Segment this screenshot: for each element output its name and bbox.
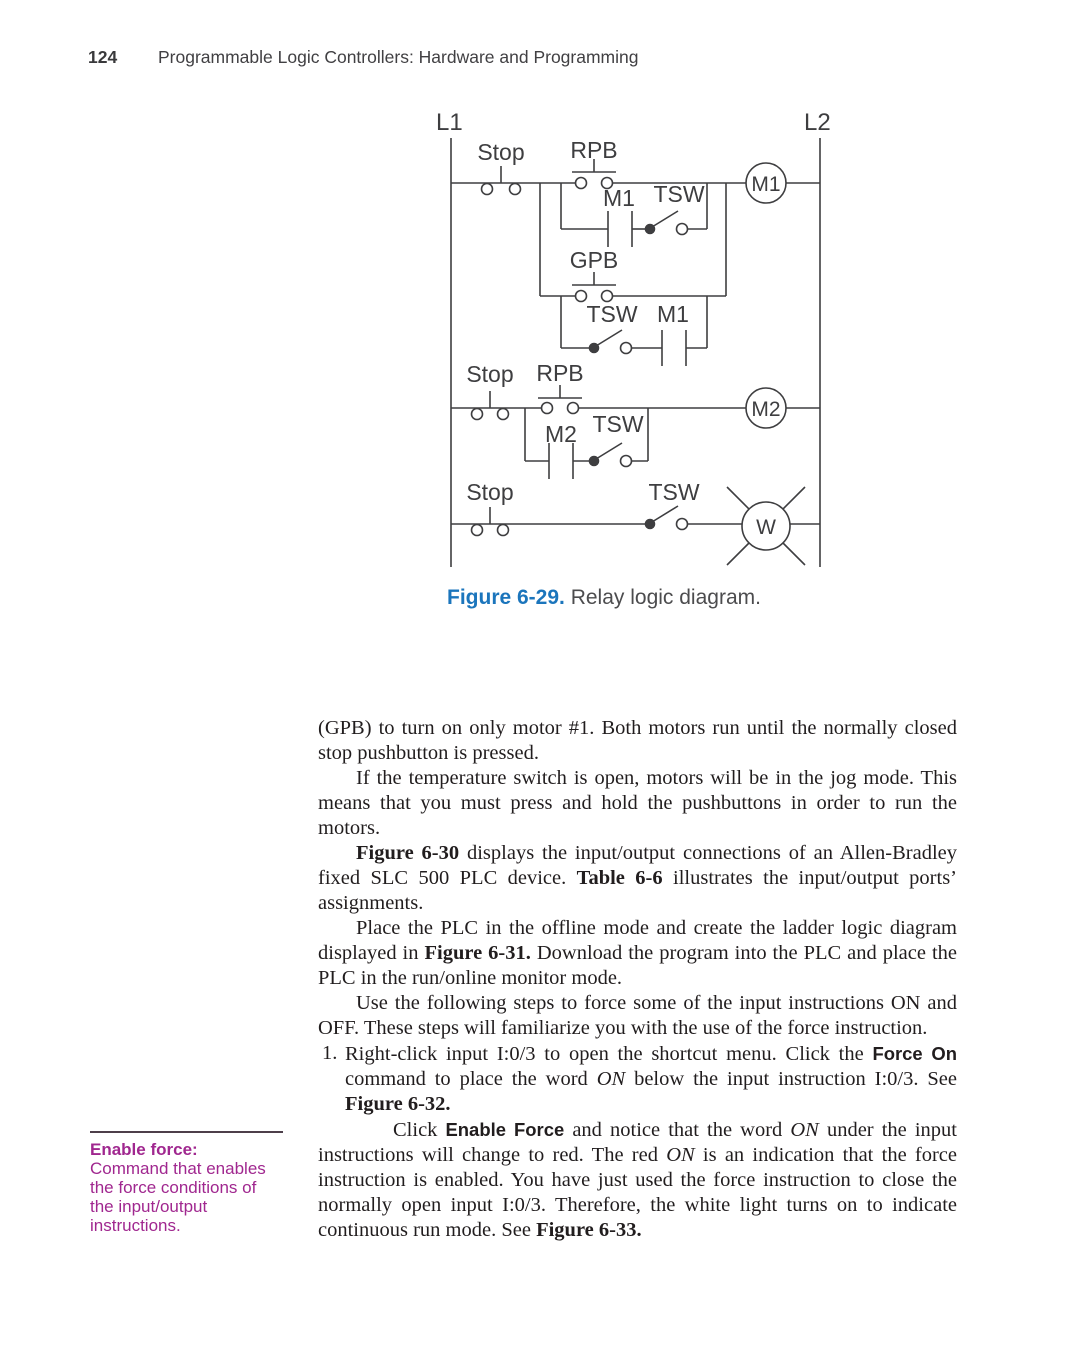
label-gpb: GPB bbox=[569, 247, 619, 273]
body-paragraph: If the temperature switch is open, motors will be in the jog mode. This means that you must press and hold the pushbuttons in order to run the motors. bbox=[318, 767, 957, 839]
margin-definition-rule bbox=[90, 1131, 283, 1133]
label-rpb-rung1: RPB bbox=[570, 137, 618, 163]
tsw-switch-branch4 bbox=[590, 443, 632, 467]
list-item-number: 1. bbox=[322, 1042, 338, 1064]
label-stop-rung3: Stop bbox=[466, 479, 514, 505]
label-m2-branch4: M2 bbox=[545, 421, 577, 447]
margin-definition-term: Enable force: bbox=[90, 1140, 198, 1159]
page-number: 124 bbox=[88, 47, 118, 67]
figure-caption-text: Relay logic diagram. bbox=[564, 586, 761, 609]
label-tsw-rung3: TSW bbox=[648, 479, 700, 505]
stop-nc-pushbutton-rung3 bbox=[472, 507, 509, 536]
label-tsw-branch1: TSW bbox=[653, 181, 705, 207]
tsw-switch-rung3 bbox=[646, 506, 688, 530]
coil-text-m2: M2 bbox=[751, 398, 781, 421]
stop-nc-pushbutton-rung1 bbox=[482, 166, 521, 195]
lamp-text-w: W bbox=[756, 516, 776, 539]
label-stop-rung2: Stop bbox=[466, 361, 514, 387]
margin-definition bbox=[90, 1131, 286, 1235]
body-paragraph: Use the following steps to force some of the input instructions ON and OFF. These steps will familiarize you with the use of the force instruction. bbox=[318, 992, 957, 1039]
stop-nc-pushbutton-rung2 bbox=[472, 391, 509, 420]
label-stop-rung1: Stop bbox=[477, 139, 525, 165]
body-paragraph: (GPB) to turn on only motor #1. Both motors run until the normally closed stop pushbutton is pressed. bbox=[318, 717, 957, 764]
figure-caption bbox=[447, 586, 761, 610]
body-paragraph: Place the PLC in the offline mode and create the ladder logic diagram displayed in Figure 6-31. Download the program into the PLC and place the PLC in the run/online monitor mode. bbox=[318, 917, 958, 989]
body-paragraph: Click Enable Force and notice that the word ON under the input instructions will change to red. The red ON is an indication that the force instruction is enabled. You have just used the force instruction to close the normally open input I:0/3. Therefore, the white light turns on to indicate continuous run mode. See Figure 6-33. bbox=[318, 1119, 958, 1241]
label-rpb-rung2: RPB bbox=[536, 360, 584, 386]
rpb-no-pushbutton-rung2 bbox=[538, 385, 582, 414]
margin-definition-text: Command that enables the force conditions of the input/output instructions. bbox=[90, 1159, 266, 1235]
label-tsw-branch3: TSW bbox=[586, 301, 638, 327]
wires bbox=[451, 183, 820, 524]
figure-caption-label: Figure 6-29. bbox=[447, 586, 565, 609]
label-m1-branch3: M1 bbox=[657, 301, 689, 327]
gpb-no-pushbutton bbox=[572, 272, 616, 302]
m1-contact-branch1 bbox=[608, 211, 632, 247]
numbered-list-item bbox=[318, 1041, 957, 1117]
running-head: Programmable Logic Controllers: Hardware and Programming bbox=[158, 47, 639, 67]
relay-logic-diagram bbox=[420, 95, 850, 580]
coil-text-m1: M1 bbox=[751, 173, 781, 196]
tsw-switch-branch3 bbox=[590, 330, 632, 354]
body-paragraph: Figure 6-30 displays the input/output connections of an Allen-Bradley fixed SLC 500 PLC device. Table 6-6 illustrates the input/output ports’ assignments. bbox=[318, 842, 958, 914]
m1-contact-branch3 bbox=[662, 330, 686, 366]
body-text bbox=[318, 716, 957, 1243]
label-tsw-branch4: TSW bbox=[592, 411, 644, 437]
m2-contact-branch4 bbox=[549, 443, 573, 479]
list-item-text: Right-click input I:0/3 to open the shortcut menu. Click the Force On command to place the word ON below the input instruction I:0/3. See Figure 6-32. bbox=[345, 1043, 957, 1115]
label-m1-branch1: M1 bbox=[603, 185, 635, 211]
rail-label-l1: L1 bbox=[436, 109, 463, 136]
tsw-switch-branch1 bbox=[646, 211, 688, 235]
rail-label-l2: L2 bbox=[804, 109, 831, 136]
